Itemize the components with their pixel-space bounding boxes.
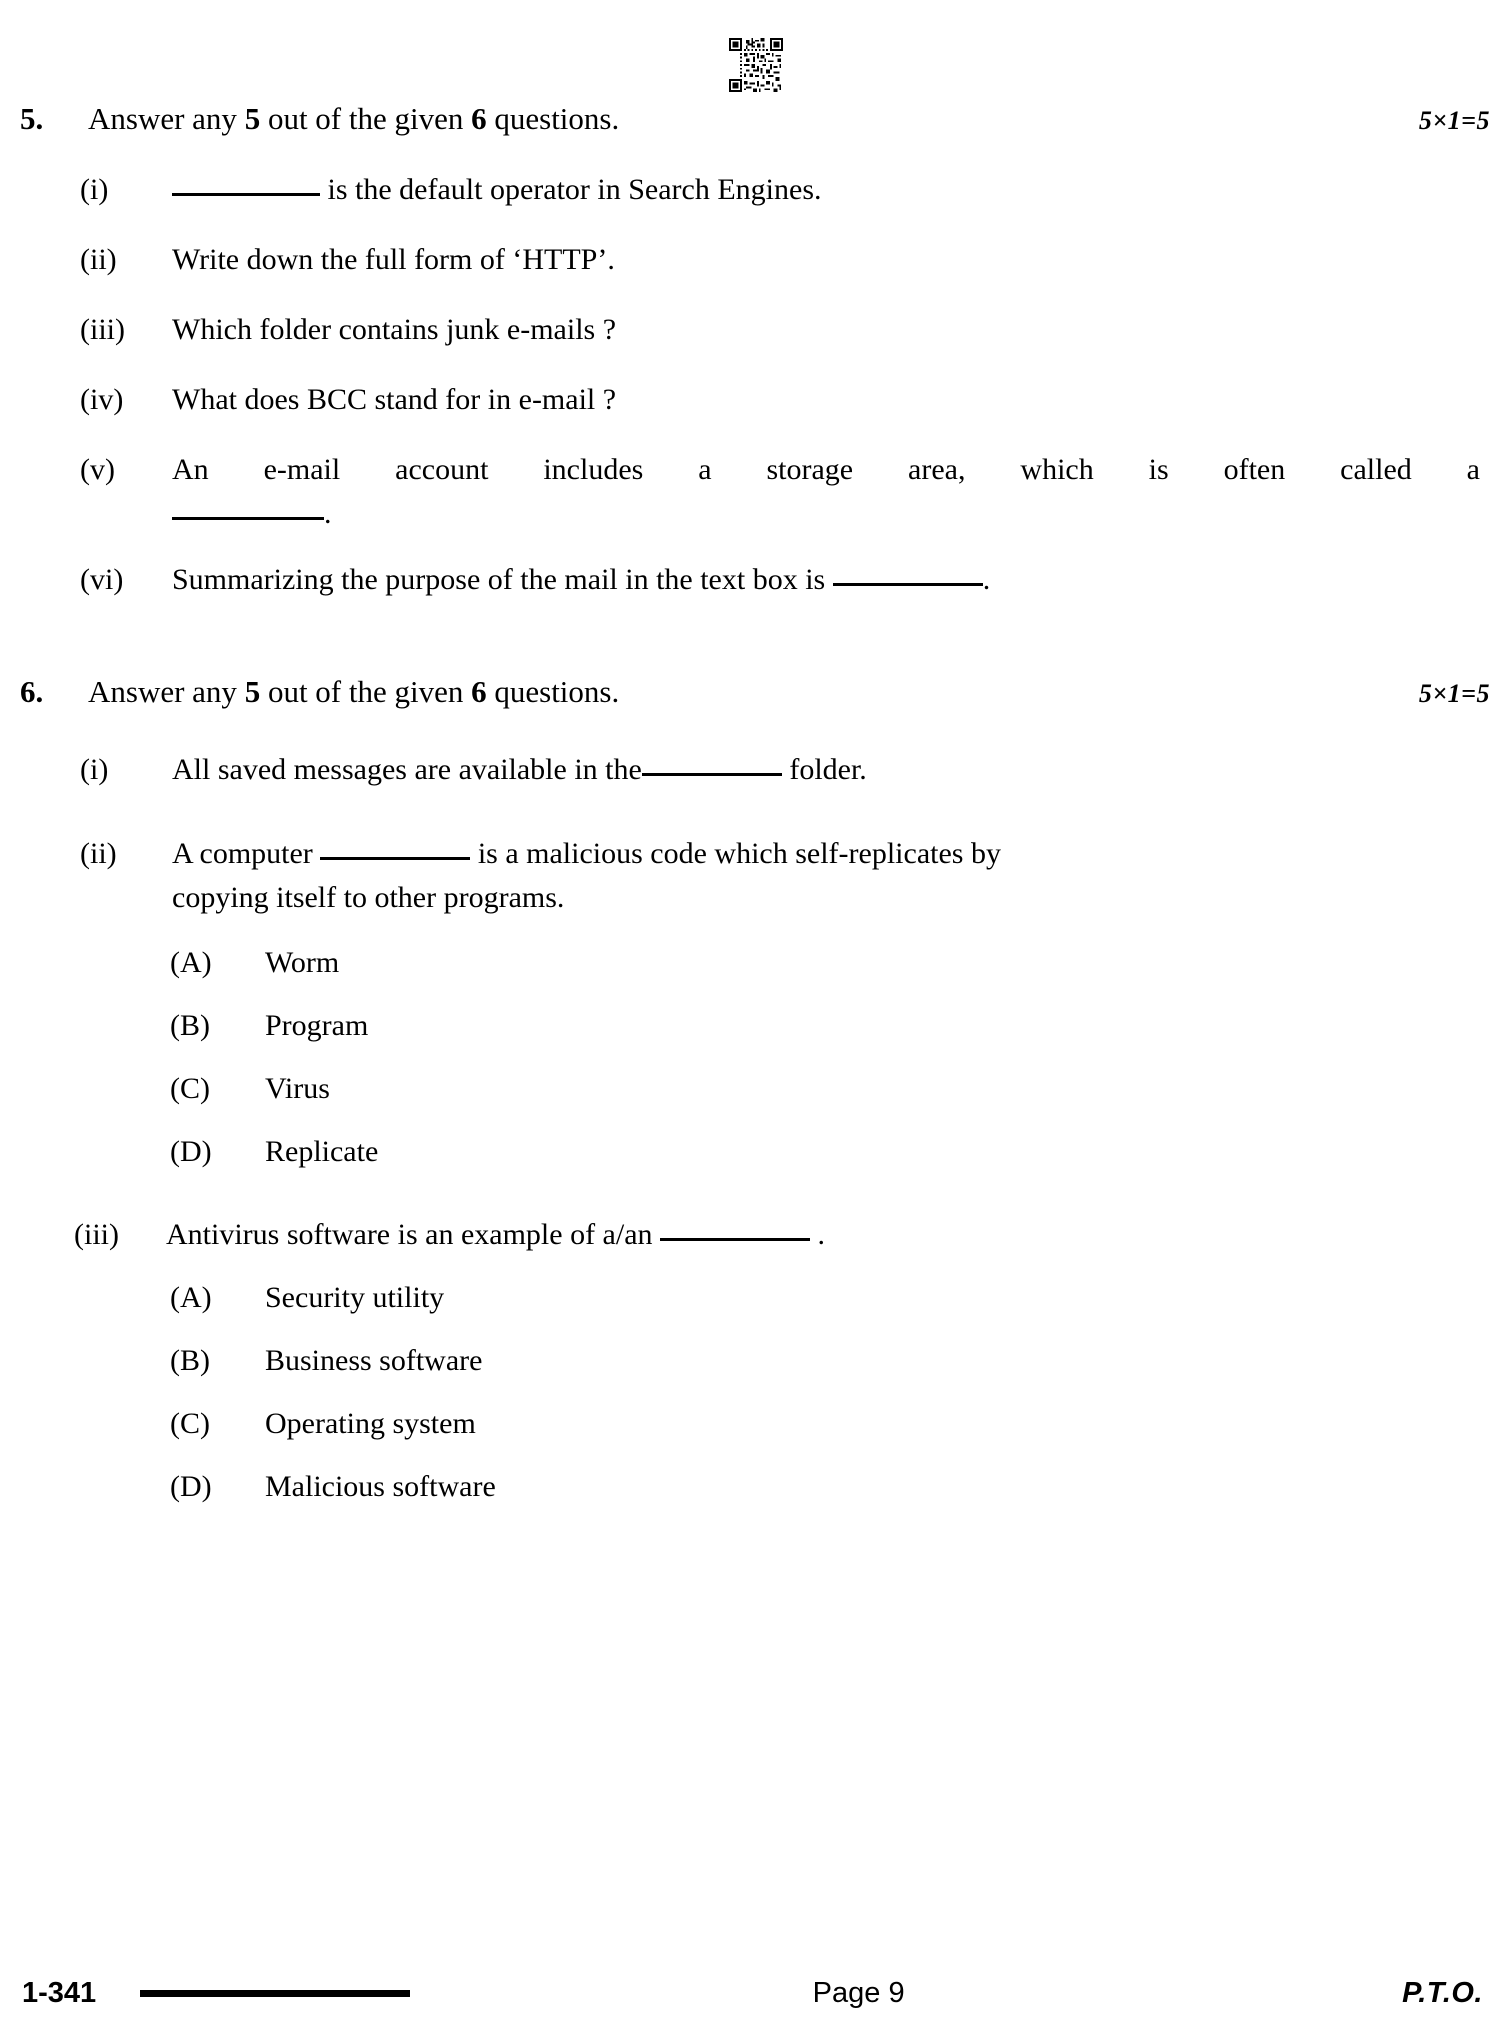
question-6-item-ii <box>0 832 1505 919</box>
item-label-vi: (vi) <box>80 563 124 596</box>
q6-instruction-pre: Answer any <box>88 674 245 709</box>
q6-item-i-post: folder. <box>781 753 867 786</box>
item-text-i <box>172 168 1480 212</box>
q6-item-iii-post: . <box>810 1218 826 1251</box>
question-6-instruction <box>88 673 1419 712</box>
item-label-ii: (ii) <box>80 243 117 276</box>
option-d[interactable] <box>0 1130 1505 1174</box>
q6-iii-option-b-row <box>0 1339 1505 1383</box>
q6-ii-options <box>0 941 1505 985</box>
option-a[interactable] <box>0 941 1505 985</box>
item-text-iii <box>166 1213 1480 1257</box>
option-text: Worm <box>265 946 340 979</box>
option-letter: (B) <box>170 1344 210 1377</box>
option-letter: (D) <box>170 1135 212 1168</box>
item-label-i: (i) <box>80 173 109 206</box>
option-text: Security utility <box>265 1281 445 1314</box>
option-text: Program <box>265 1009 369 1042</box>
option-d[interactable] <box>0 1465 1505 1509</box>
answer-blank[interactable] <box>320 857 470 860</box>
item-label-ii: (ii) <box>80 837 117 870</box>
q6-item-ii-post: is a malicious code which self-replicates by <box>470 837 1001 870</box>
option-c[interactable] <box>0 1402 1505 1446</box>
question-6-marks: 5×1=5 <box>1418 679 1490 708</box>
q6-ii-option-d-row <box>0 1130 1505 1174</box>
item-v-continuation <box>0 492 1505 536</box>
item-text-i <box>172 748 1480 792</box>
question-5-item-ii <box>0 238 1505 282</box>
option-letter: (A) <box>170 1281 212 1314</box>
q6-ii-option-b-row <box>0 1004 1505 1048</box>
option-a[interactable] <box>0 1276 1505 1320</box>
option-letter: (C) <box>170 1407 210 1440</box>
q5-instruction-count-total: 6 <box>471 101 487 136</box>
item-text-v: An e-mail account includes a storage area, which is often called a <box>172 453 1480 486</box>
question-5-block <box>0 100 1505 139</box>
question-5-item-iii <box>0 308 1505 352</box>
q6-instruction-mid: out of the given <box>260 674 472 709</box>
item-label-iii: (iii) <box>80 313 125 346</box>
q6-item-ii-continuation: copying itself to other programs. <box>172 880 565 914</box>
item-text-iii: Which folder contains junk e-mails ? <box>172 313 617 346</box>
answer-blank[interactable] <box>172 193 320 196</box>
item-vi-pre: Summarizing the purpose of the mail in the text box is <box>172 563 833 596</box>
pto-label: P.T.O. <box>1402 1976 1483 2009</box>
option-letter: (A) <box>170 946 212 979</box>
question-6-heading <box>0 673 1505 712</box>
option-letter: (D) <box>170 1470 212 1503</box>
q6-item-iii-pre: Antivirus software is an example of a/an <box>166 1218 661 1251</box>
q5-instruction-count-any: 5 <box>244 101 261 136</box>
question-6-block <box>0 673 1505 712</box>
question-5-item-i <box>0 168 1505 212</box>
page-number: Page 9 <box>812 1976 905 2009</box>
item-label-iv: (iv) <box>80 383 124 416</box>
question-6-item-iii <box>0 1213 1505 1257</box>
q6-ii-option-c-row <box>0 1067 1505 1111</box>
q6-item-ii-pre: A computer <box>172 837 321 870</box>
question-5-marks: 5×1=5 <box>1418 106 1490 135</box>
q6-instruction-count-total: 6 <box>471 674 487 709</box>
item-text-iv: What does BCC stand for in e-mail ? <box>172 383 617 416</box>
q5-instruction-pre: Answer any <box>88 101 245 136</box>
item-label-v: (v) <box>80 453 115 486</box>
q5-instruction-mid: out of the given <box>260 101 472 136</box>
q6-instruction-count-any: 5 <box>244 674 261 709</box>
option-text: Virus <box>265 1072 330 1105</box>
question-6-number: 6. <box>20 674 44 709</box>
question-5-item-iv <box>0 378 1505 422</box>
option-c[interactable] <box>0 1067 1505 1111</box>
item-i-post: is the default operator in Search Engines. <box>320 173 822 206</box>
q6-item-i-pre: All saved messages are available in the <box>172 753 642 786</box>
item-text-ii <box>172 832 1480 876</box>
question-6-item-i <box>0 748 1505 792</box>
question-5-number: 5. <box>20 101 44 136</box>
option-text: Operating system <box>265 1407 476 1440</box>
item-text-vi <box>172 558 1480 602</box>
paper-code: 1-341 <box>22 1976 97 2009</box>
option-text: Malicious software <box>265 1470 496 1503</box>
option-b[interactable] <box>0 1004 1505 1048</box>
qr-code-icon <box>727 38 785 92</box>
q6-iii-option-d-row <box>0 1465 1505 1509</box>
answer-blank[interactable] <box>172 517 324 520</box>
option-text: Replicate <box>265 1135 379 1168</box>
option-letter: (C) <box>170 1072 210 1105</box>
item-vi-post: . <box>982 563 991 596</box>
answer-blank[interactable] <box>660 1238 810 1241</box>
item-v-post: . <box>324 496 332 530</box>
question-5-instruction <box>88 100 1419 139</box>
question-5-item-vi <box>0 558 1505 602</box>
option-text: Business software <box>265 1344 483 1377</box>
question-5-heading <box>0 100 1505 139</box>
page-footer <box>0 1970 1505 2016</box>
q6-iii-option-a-row <box>0 1276 1505 1320</box>
answer-blank[interactable] <box>642 773 782 776</box>
option-b[interactable] <box>0 1339 1505 1383</box>
option-letter: (B) <box>170 1009 210 1042</box>
q5-instruction-post: questions. <box>486 101 620 136</box>
q6-iii-option-c-row <box>0 1402 1505 1446</box>
item-text-ii: Write down the full form of ‘HTTP’. <box>172 243 615 276</box>
item-label-i: (i) <box>80 753 109 786</box>
answer-blank[interactable] <box>833 583 983 586</box>
footer-divider <box>140 1990 410 1997</box>
q6-instruction-post: questions. <box>486 674 620 709</box>
question-5-item-v <box>0 448 1505 535</box>
item-label-iii: (iii) <box>74 1218 119 1251</box>
